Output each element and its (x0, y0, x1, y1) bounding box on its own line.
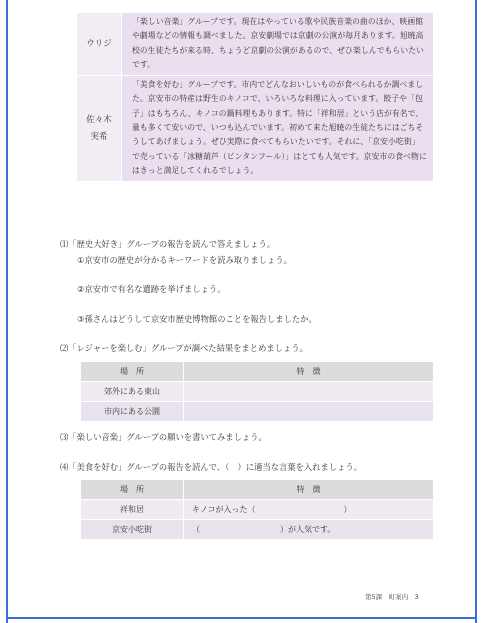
group-report-text: 「美食を好む」グループです。市内でどんなおいしいものが食べられるか調べました。京安市の特産は野生のキノコで、いろいろな料理に入っています。餃子や「包子」はもちろん、キノコの鍋料理もあります。特に「祥和居」という店が有名で、量も多くて安いので、いつも込んでいます。初めて来た旭暁の生徒たちにはごちそうしてあげましょう。ぜひ実際に食べてもらいたいです。それに、「京安小吃街」で売っている「冰糖葫芦（ビンタンフール）」はとても人気です。京安市の食べ物にはきっと満足してくれるでしょう。 (122, 76, 434, 182)
presenter-name (77, 76, 122, 182)
page-border-bottom (6, 617, 477, 619)
question-2: ⑵「レジャーを楽しむ」グループが調べた結果をまとめましょう。 (60, 343, 308, 353)
question-3: ⑶「楽しい音楽」グループの願いを書いてみましょう。 (60, 432, 267, 442)
presenter-name-line: ウリジ (86, 38, 112, 49)
page-border-left (6, 0, 8, 623)
feature-cell[interactable] (184, 402, 434, 422)
place-cell: 京安小吃街 (81, 520, 184, 540)
group-report-text: 「楽しい音楽」グループです。現在はやっている歌や民族音楽の曲のほか、映画館や劇場などの情報も調べました。京安劇場では京劇の公演が毎月あります。旭暁高校の生徒たちが来る時、ちょうど京劇の公演があるので、ぜひ楽しんでもらいたいです。 (122, 13, 434, 76)
presenter-name (77, 13, 122, 76)
table-row (81, 500, 434, 520)
question-1-2: ②京安市で有名な遺跡を挙げましょう。 (77, 284, 226, 294)
feature-cell[interactable]: （ ）が人気です。 (184, 520, 434, 540)
question-1: ⑴「歴史大好き」グループの報告を読んで答えましょう。 (60, 239, 276, 249)
question-1-1: ①京安市の歴史が分かるキーワードを読み取りましょう。 (77, 255, 292, 265)
feature-cell[interactable]: キノコが入った（ ） (184, 500, 434, 520)
presenter-name-line: 実希 (90, 131, 108, 142)
header-place: 場 所 (81, 362, 184, 382)
place-cell: 郊外にある東山 (81, 382, 184, 402)
table-row (81, 520, 434, 540)
table-row (81, 402, 434, 422)
food-summary-table (80, 479, 434, 540)
group-row-food (77, 76, 434, 182)
feature-cell[interactable] (184, 382, 434, 402)
header-feature: 特 徴 (184, 362, 434, 382)
question-4: ⑷「美食を好む」グループの報告を読んで、（ ）に適当な言葉を入れましょう。 (60, 462, 363, 472)
group-report-table (76, 12, 434, 182)
table-row (81, 382, 434, 402)
presenter-name-line: 佐々木 (86, 114, 112, 125)
leisure-summary-table (80, 361, 434, 422)
place-cell: 市内にある公園 (81, 402, 184, 422)
place-cell: 祥和居 (81, 500, 184, 520)
header-place: 場 所 (81, 480, 184, 500)
page-footer: 第5課 町案内 3 (365, 593, 419, 601)
group-row-music (77, 13, 434, 76)
question-1-3: ③孫さんはどうして京安市歴史博物館のことを報告しましたか。 (77, 314, 317, 324)
header-feature: 特 徴 (184, 480, 434, 500)
page-border-right (475, 0, 477, 623)
